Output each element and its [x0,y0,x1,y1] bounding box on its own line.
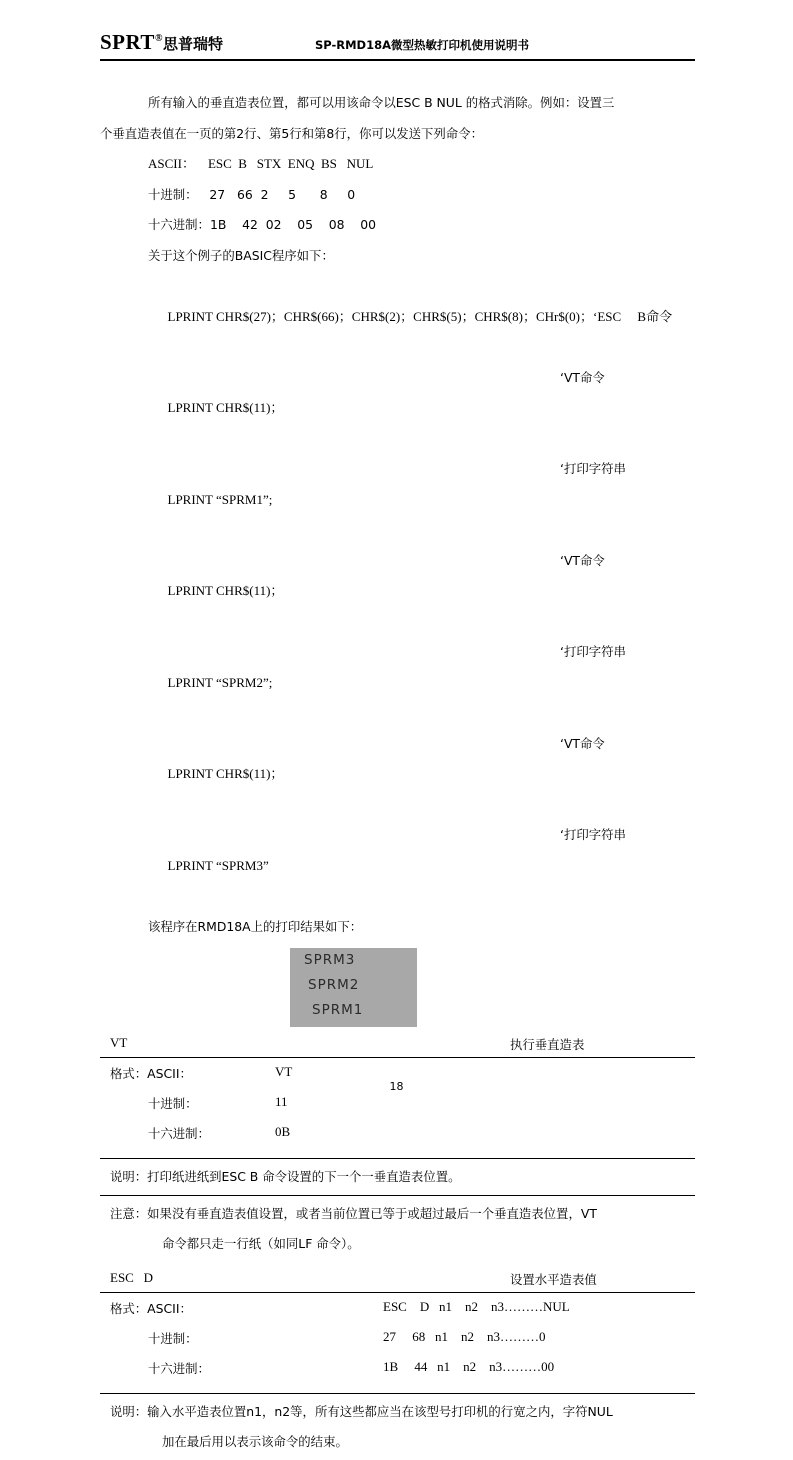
code-line-text: LPRINT “SPRM3” [167,857,269,873]
code-line [100,363,695,455]
code-line-text: LPRINT “SPRM2”; [167,674,273,690]
format-row-label: 十进制： [148,1331,198,1346]
code-line [100,637,695,729]
format-row-value: VT [275,1064,293,1079]
command-description: 设置水平造表值 [510,1272,597,1287]
page-content [100,88,695,1460]
header-divider [100,59,695,61]
code-line-text: LPRINT “SPRM1”; [167,491,273,507]
command-note-description [100,1159,695,1196]
format-row-label: 十进制： [148,1096,198,1111]
code-line-comment: ‘VT命令 [560,552,605,568]
command-note-description [100,1394,695,1460]
code-line [100,820,695,912]
format-row-label: 十六进制： [148,1126,210,1141]
format-row [100,1122,695,1152]
note-text-continued: 加在最后用以表示该命令的结束。 [162,1434,348,1449]
brand-logo-text: SPRT [100,30,155,54]
sample-line-2: SPRM2 [308,977,360,993]
hex-format-line: 十六进制：1B 42 02 05 08 00 [148,217,377,232]
decimal-format-line: 十进制： 27 66 2 5 8 0 [148,186,356,202]
format-row-value: 11 [275,1094,288,1109]
format-row [100,1092,695,1122]
note-text-continued: 命令都只走一行纸（如同LF 命令）。 [162,1236,360,1251]
note-text: 说明：打印纸进纸到ESC B 命令设置的下一个一垂直造表位置。 [110,1169,461,1184]
sample-line-3: SPRM1 [312,1002,364,1018]
command-name: VT [110,1035,128,1050]
format-row-label: 十六进制： [148,1361,210,1376]
format-row [100,1357,695,1387]
command-block-vt [100,1033,695,1262]
format-row-value: ESC D n1 n2 n3………NUL [383,1299,570,1314]
note-text: 注意：如果没有垂直造表值设置，或者当前位置已等于或超过最后一个垂直造表位置，VT [110,1206,597,1221]
command-note-caution [100,1196,695,1262]
code-line-comment: ‘打印字符串 [560,827,626,842]
command-header [100,1268,695,1293]
paragraph-1-line-2: 个垂直造表值在一页的第2行、第5行和第8行，你可以发送下列命令： [100,125,483,141]
manual-title: SP-RMD18A微型热敏打印机使用说明书 [314,38,529,52]
format-row [100,1297,695,1327]
registered-mark-icon: ® [154,33,163,44]
code-line-text: LPRINT CHR$(27)；CHR$(66)；CHR$(2)；CHR$(5)；CHR$(8)；CHr$(0)；‘ESC B命令 [167,308,673,324]
code-line [100,454,695,546]
code-line-comment: ‘打印字符串 [560,644,626,659]
code-line-text: LPRINT CHR$(11)； [167,766,284,781]
brand-logo-chinese: 思普瑞特 [162,35,223,53]
format-row-label: 格式：ASCII： [110,1066,192,1081]
ascii-format-line: ASCII： ESC B STX ENQ BS NUL [148,156,374,171]
format-row [100,1327,695,1357]
code-line-text: LPRINT CHR$(11)； [167,400,284,415]
code-line-text: LPRINT CHR$(11)； [167,583,284,598]
command-header [100,1033,695,1058]
command-description: 执行垂直造表 [510,1037,585,1052]
basic-program-intro: 关于这个例子的BASIC程序如下： [148,247,334,263]
code-line-comment: ‘VT命令 [560,735,605,751]
format-row-value: 0B [275,1124,291,1139]
code-line [100,729,695,821]
command-block-esc-d [100,1268,695,1460]
note-text: 说明：输入水平造表位置n1，n2等，所有这些都应当在该型号打印机的行宽之内，字符NUL [110,1404,613,1419]
format-row-value: 1B 44 n1 n2 n3………00 [383,1359,555,1374]
command-format-rows [100,1058,695,1159]
print-result-intro: 该程序在RMD18A上的打印结果如下： [148,918,363,934]
code-line [100,546,695,638]
format-row-label: 格式：ASCII： [110,1301,192,1316]
command-name: ESC D [110,1270,153,1285]
brand-logo [100,30,223,55]
code-line-comment: ‘VT命令 [560,369,605,385]
page-footer [0,1080,793,1093]
command-format-rows [100,1293,695,1394]
code-line-comment: ‘打印字符串 [560,461,626,476]
page-header [100,30,695,60]
page-number: 18 [389,1080,404,1093]
sample-line-1: SPRM3 [304,952,356,968]
print-sample-image [290,948,417,1027]
paragraph-1-line-1: 所有输入的垂直造表位置，都可以用该命令以ESC B NUL 的格式消除。例如：设置三 [148,95,615,110]
format-row-value: 27 68 n1 n2 n3………0 [383,1329,546,1344]
code-line [100,271,695,363]
